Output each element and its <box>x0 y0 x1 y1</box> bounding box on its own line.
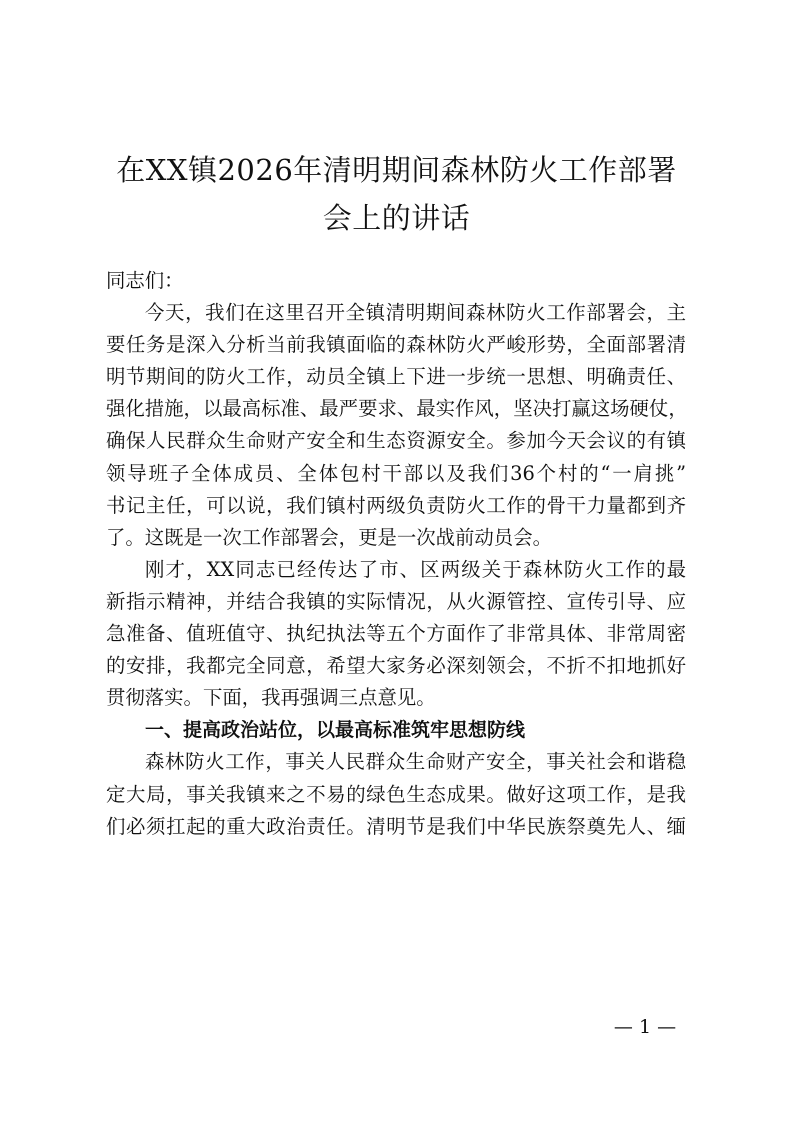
salutation-text: 同志们： <box>106 269 184 292</box>
section-heading-text: 一、提高政治站位，以最高标准筑牢思想防线 <box>145 719 526 742</box>
text-line: 书记主任，可以说，我们镇村两级负责防火工作的骨干力量都到齐 <box>106 493 686 517</box>
title-line-2: 会上的讲话 <box>322 201 471 235</box>
text-line: 要任务是深入分析当前我镇面临的森林防火严峻形势，全面部署清 <box>106 333 686 357</box>
text-line: 明节期间的防火工作，动员全镇上下进一步统一思想、明确责任、 <box>106 365 686 389</box>
text-line: 确保人民群众生命财产安全和生态资源安全。参加今天会议的有镇 <box>106 429 686 453</box>
salutation <box>106 265 686 297</box>
text-line: 定大局，事关我镇来之不易的绿色生态成果。做好这项工作，是我 <box>106 782 686 806</box>
text-line: 今天，我们在这里召开全镇清明期间森林防火工作部署会，主 <box>145 301 686 325</box>
page-number: — 1 — <box>613 1016 677 1038</box>
text-line: 新指示精神，并结合我镇的实际情况，从火源管控、宣传引导、应 <box>106 589 686 613</box>
text-line: 强化措施，以最高标准、最严要求、最实作风，坚决打赢这场硬仗， <box>106 397 688 421</box>
section-heading <box>106 714 686 746</box>
text-line: 贯彻落实。下面，我再强调三点意见。 <box>106 686 436 710</box>
paragraph-section-one <box>106 746 686 842</box>
paragraph-review <box>106 554 686 714</box>
text-line: 森林防火工作，事关人民群众生命财产安全，事关社会和谐稳 <box>145 750 686 774</box>
text-line: 的安排，我都完全同意，希望大家务必深刻领会，不折不扣地抓好 <box>106 654 686 678</box>
paragraph-opening <box>106 297 686 554</box>
title-line-1: 在XX镇2026年清明期间森林防火工作部署 <box>116 153 677 187</box>
speech-title <box>100 146 693 242</box>
text-line: 领导班子全体成员、全体包村干部以及我们36个村的“一肩挑” <box>106 461 686 485</box>
text-line: 们必须扛起的重大政治责任。清明节是我们中华民族祭奠先人、缅 <box>106 814 686 838</box>
text-line: 刚才，XX同志已经传达了市、区两级关于森林防火工作的最 <box>145 557 686 581</box>
speech-body <box>106 265 686 843</box>
text-line: 了。这既是一次工作部署会，更是一次战前动员会。 <box>106 525 552 549</box>
text-line: 急准备、值班值守、执纪执法等五个方面作了非常具体、非常周密 <box>106 622 686 646</box>
